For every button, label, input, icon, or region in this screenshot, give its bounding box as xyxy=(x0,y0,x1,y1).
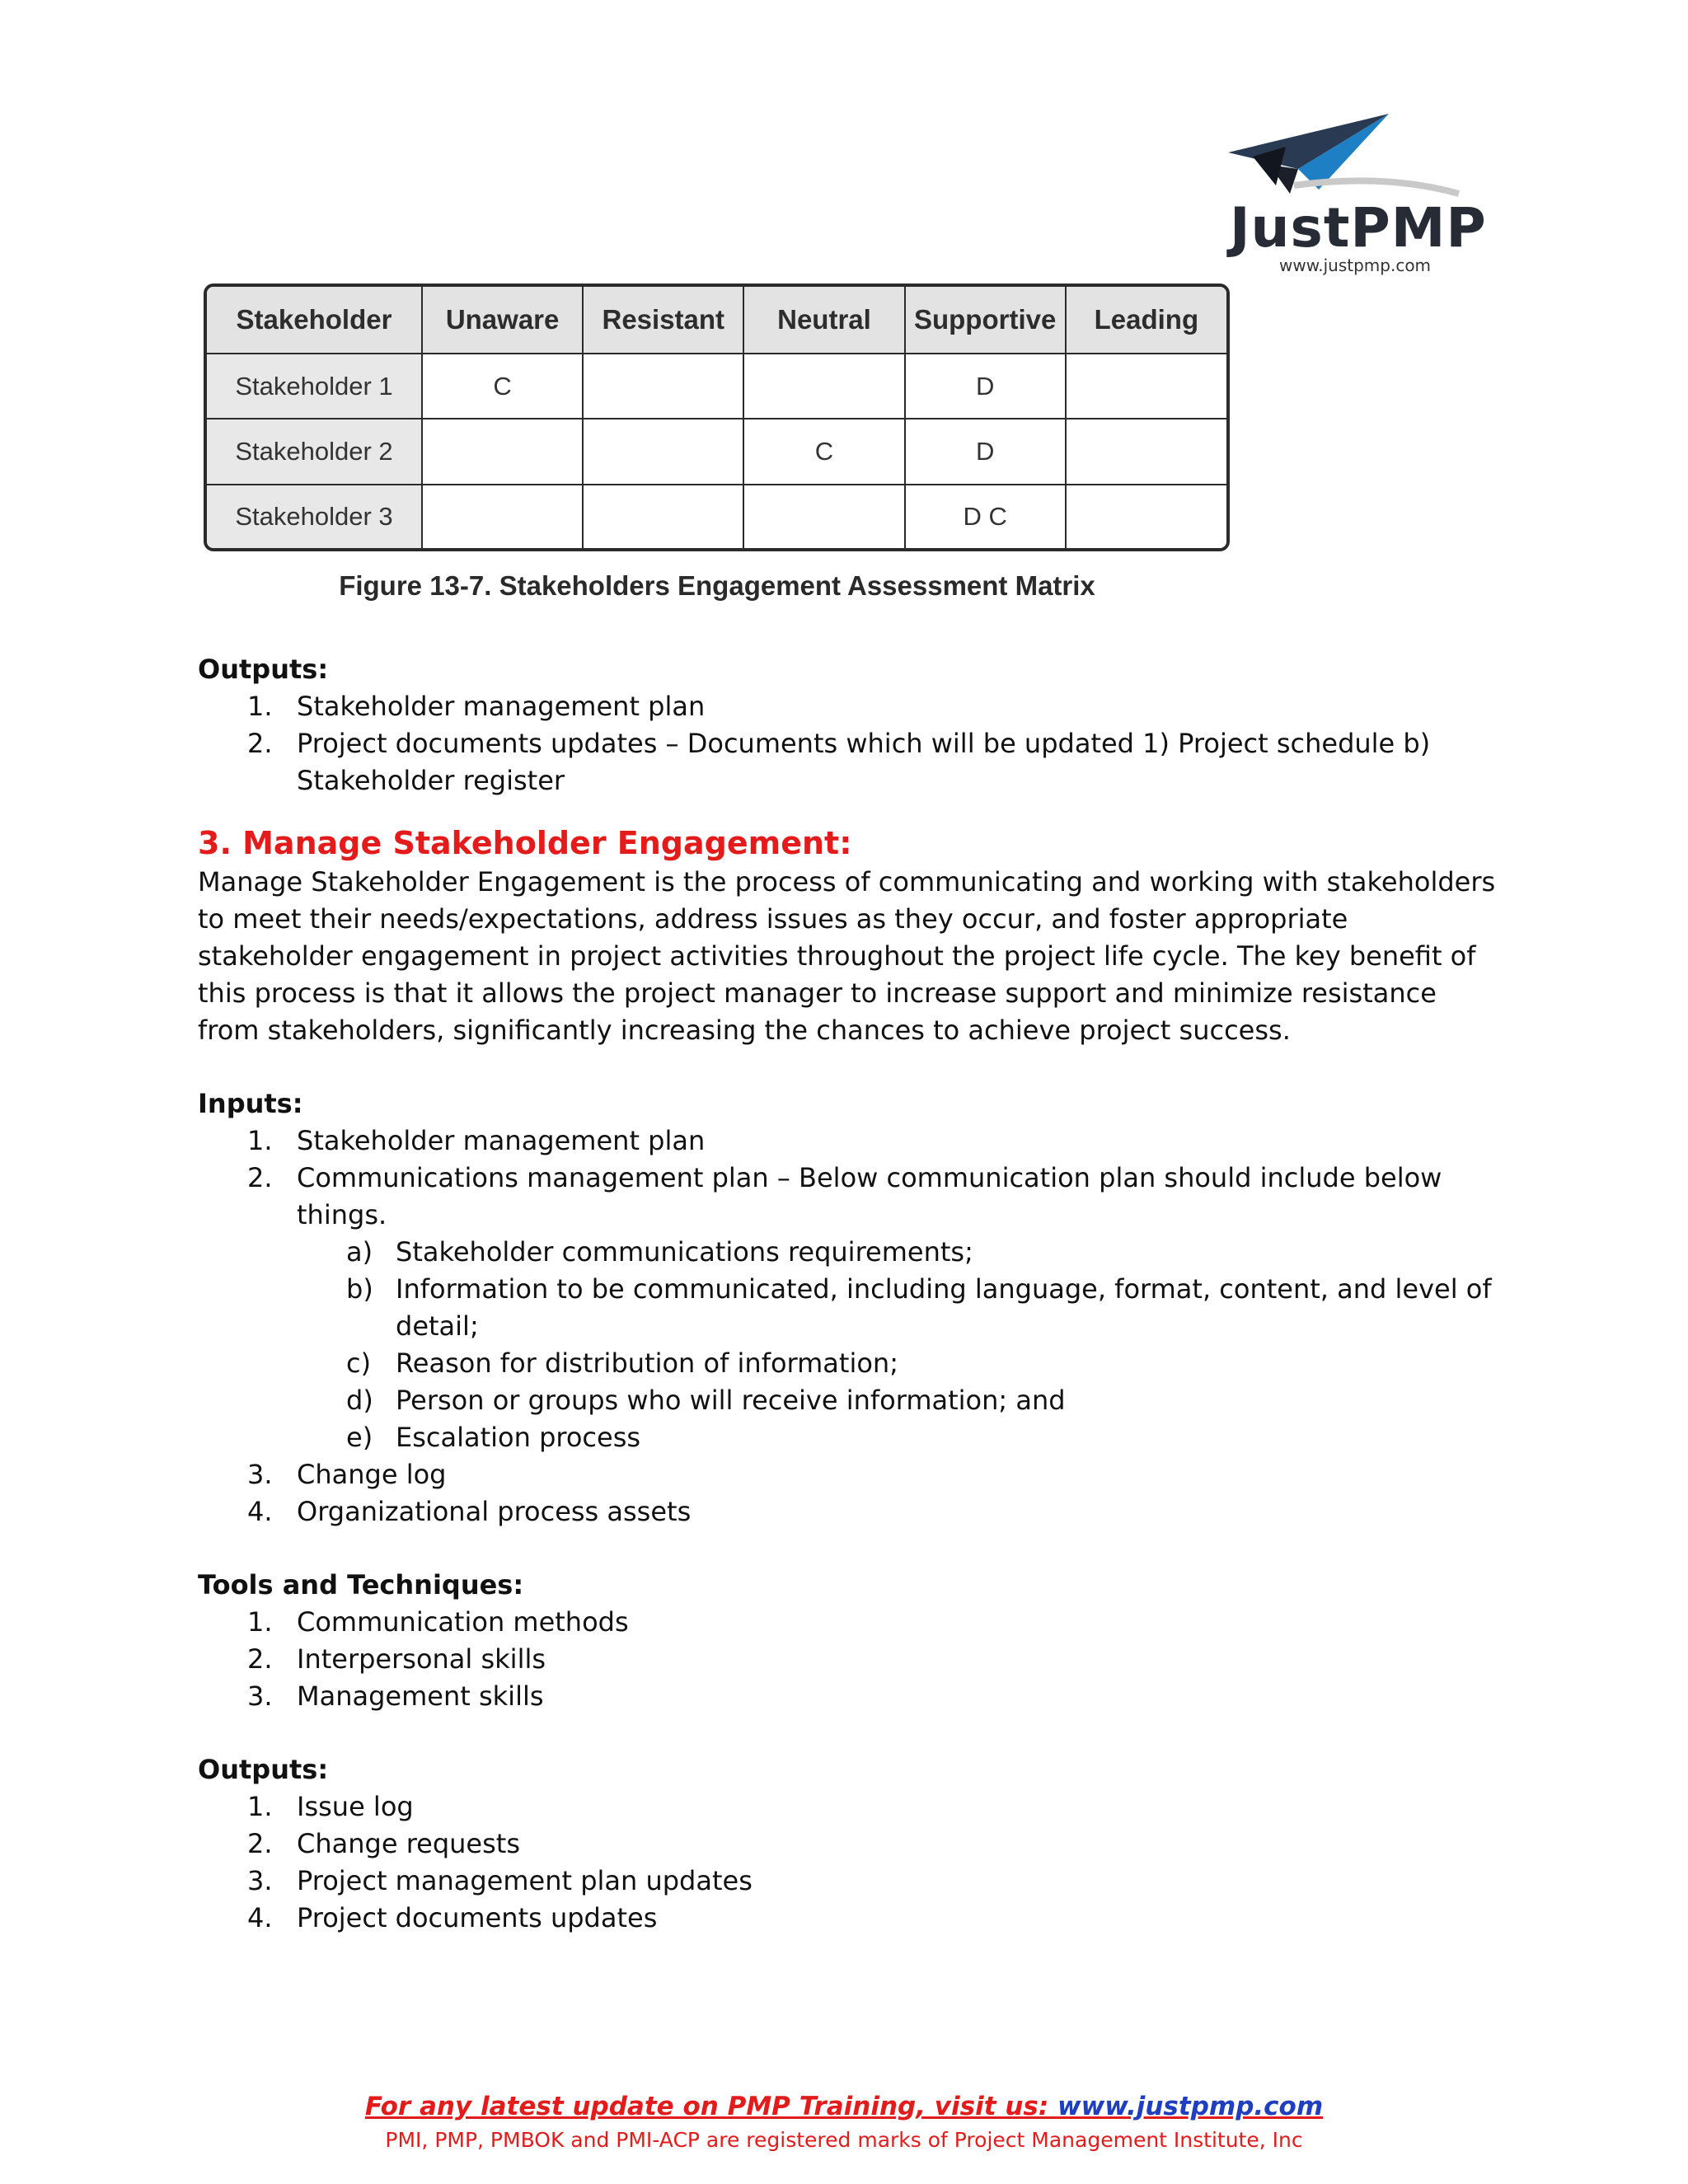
list-text: Interpersonal skills xyxy=(297,1643,546,1675)
list-item xyxy=(198,1678,1500,1715)
table-row xyxy=(207,419,1226,484)
sub-list-item xyxy=(198,1345,1500,1382)
matrix-cell xyxy=(422,419,583,484)
sub-list-text: Information to be communicated, including language, format, content, and level of detail; xyxy=(396,1273,1492,1342)
list-text: Project documents updates – Documents which will be updated 1) Project schedule b) Stakeholder register xyxy=(297,728,1431,796)
list-text: Project management plan updates xyxy=(297,1865,753,1896)
list-item xyxy=(198,688,1500,725)
list-text: Communications management plan – Below communication plan should include below things. xyxy=(297,1162,1442,1230)
list-number: 3. xyxy=(247,1459,273,1490)
document-body xyxy=(198,651,1500,1937)
sub-list-item xyxy=(198,1234,1500,1271)
list-item xyxy=(198,1456,1500,1493)
list-number: 3. xyxy=(247,1680,273,1712)
matrix-header: Unaware xyxy=(422,287,583,354)
engagement-matrix xyxy=(204,284,1230,551)
list-item xyxy=(198,1863,1500,1900)
spacer xyxy=(198,1530,1500,1567)
sub-list-letter: a) xyxy=(346,1236,373,1268)
list-text: Project documents updates xyxy=(297,1902,658,1933)
list-text: Issue log xyxy=(297,1791,414,1822)
matrix-cell xyxy=(743,485,904,548)
tools-list xyxy=(198,1604,1500,1715)
list-text: Management skills xyxy=(297,1680,544,1712)
list-item xyxy=(198,725,1500,799)
list-item xyxy=(198,1122,1500,1160)
inputs-heading: Inputs: xyxy=(198,1088,303,1119)
sub-list-item xyxy=(198,1382,1500,1419)
matrix-row-label: Stakeholder 2 xyxy=(207,419,422,484)
footer-promo-text: For any latest update on PMP Training, visit us: xyxy=(364,2092,1058,2121)
matrix-header-row xyxy=(207,287,1226,354)
matrix-row-label: Stakeholder 1 xyxy=(207,354,422,419)
outputs-heading: Outputs: xyxy=(198,1754,329,1785)
list-text: Communication methods xyxy=(297,1606,629,1638)
engagement-matrix-table xyxy=(207,287,1226,548)
list-text: Stakeholder management plan xyxy=(297,691,706,722)
table-row xyxy=(207,354,1226,419)
list-item xyxy=(198,1825,1500,1863)
outputs-list xyxy=(198,1788,1500,1937)
justpmp-logo xyxy=(1220,107,1492,280)
sub-list-item xyxy=(198,1419,1500,1456)
footer-trademark: PMI, PMP, PMBOK and PMI-ACP are registered marks of Project Management Institute, Inc xyxy=(385,2128,1303,2152)
list-number: 4. xyxy=(247,1902,273,1933)
outputs-list xyxy=(198,688,1500,799)
matrix-cell: D C xyxy=(905,485,1066,548)
matrix-cell xyxy=(583,354,743,419)
tools-heading: Tools and Techniques: xyxy=(198,1569,524,1601)
sub-list-text: Person or groups who will receive information; and xyxy=(396,1385,1066,1416)
page-footer xyxy=(0,2092,1688,2152)
footer-link[interactable]: www.justpmp.com xyxy=(1057,2092,1324,2121)
sub-list-letter: e) xyxy=(346,1422,373,1453)
list-text: Organizational process assets xyxy=(297,1496,692,1527)
matrix-cell xyxy=(583,419,743,484)
matrix-cell xyxy=(422,485,583,548)
spacer xyxy=(198,1049,1500,1085)
matrix-cell xyxy=(1066,419,1226,484)
list-number: 4. xyxy=(247,1496,273,1527)
list-number: 1. xyxy=(247,691,273,722)
outputs-heading: Outputs: xyxy=(198,654,329,685)
sub-list-text: Reason for distribution of information; xyxy=(396,1347,898,1379)
sub-list-text: Stakeholder communications requirements; xyxy=(396,1236,973,1268)
sub-list-item xyxy=(198,1271,1500,1345)
sub-list-letter: c) xyxy=(346,1347,372,1379)
paper-plane-icon xyxy=(1220,107,1492,198)
list-item xyxy=(198,1604,1500,1641)
matrix-cell xyxy=(743,354,904,419)
matrix-header: Leading xyxy=(1066,287,1226,354)
matrix-cell xyxy=(583,485,743,548)
list-number: 2. xyxy=(247,1643,273,1675)
logo-wordmark: JustPMP xyxy=(1230,196,1487,260)
sub-list-letter: b) xyxy=(346,1273,373,1305)
figure-caption: Figure 13-7. Stakeholders Engagement Assessment Matrix xyxy=(339,570,1095,601)
list-text: Change requests xyxy=(297,1828,520,1859)
list-item xyxy=(198,1788,1500,1825)
table-row xyxy=(207,485,1226,548)
matrix-header: Neutral xyxy=(743,287,904,354)
sub-list-letter: d) xyxy=(346,1385,373,1416)
footer-promo xyxy=(0,2092,1688,2121)
list-number: 1. xyxy=(247,1606,273,1638)
list-item xyxy=(198,1900,1500,1937)
matrix-cell: C xyxy=(422,354,583,419)
list-number: 2. xyxy=(247,1828,273,1859)
list-number: 2. xyxy=(247,728,273,759)
list-item xyxy=(198,1160,1500,1234)
list-item xyxy=(198,1493,1500,1530)
spacer xyxy=(198,1715,1500,1751)
list-text: Change log xyxy=(297,1459,447,1490)
matrix-cell xyxy=(1066,485,1226,548)
matrix-cell: D xyxy=(905,354,1066,419)
matrix-cell xyxy=(1066,354,1226,419)
inputs-list xyxy=(198,1122,1500,1530)
list-number: 3. xyxy=(247,1865,273,1896)
section-description: Manage Stakeholder Engagement is the process of communicating and working with stakeholders to meet their needs/expectations, address issues as they occur, and foster appropriate stakeholder engagement in project activities throughout the project life cycle. The key benefit of this process is that it allows the project manager to increase support and minimize resistance from stakeholders, significantly increasing the chances to achieve project success. xyxy=(198,866,1496,1046)
section-title: 3. Manage Stakeholder Engagement: xyxy=(198,825,852,861)
list-text: Stakeholder management plan xyxy=(297,1125,706,1156)
matrix-header: Stakeholder xyxy=(207,287,422,354)
list-number: 1. xyxy=(247,1125,273,1156)
logo-url: www.justpmp.com xyxy=(1279,255,1432,275)
matrix-cell: D xyxy=(905,419,1066,484)
list-number: 2. xyxy=(247,1162,273,1193)
matrix-header: Resistant xyxy=(583,287,743,354)
list-item xyxy=(198,1641,1500,1678)
matrix-header: Supportive xyxy=(905,287,1066,354)
matrix-row-label: Stakeholder 3 xyxy=(207,485,422,548)
list-number: 1. xyxy=(247,1791,273,1822)
matrix-cell: C xyxy=(743,419,904,484)
sub-list-text: Escalation process xyxy=(396,1422,641,1453)
